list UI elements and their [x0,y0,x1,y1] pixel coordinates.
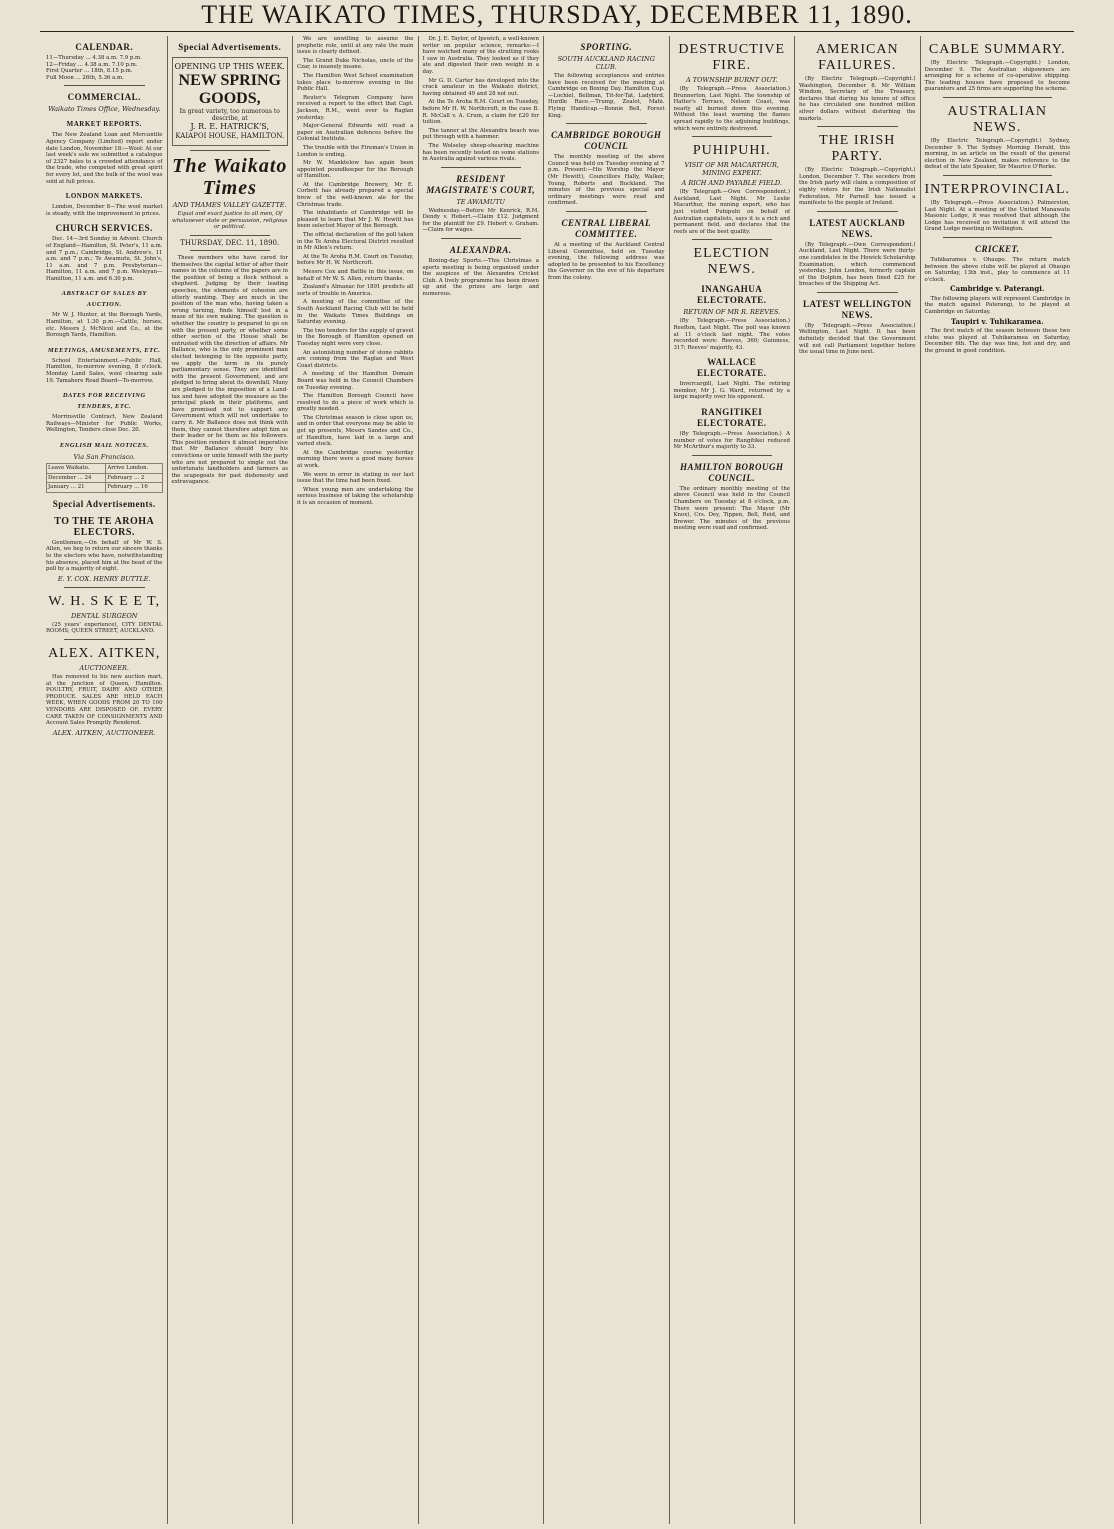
aitken-heading: ALEX. AITKEN, [48,645,161,661]
calendar-row: 11—Thursday ... 4.38 a.m. 7.9 p.m. [46,55,142,61]
cricket-text: Tuhikaramea v. Ohaupo. The return match between the above clubs will be played at Ohaupo on Saturday, 13th inst., play to commence at 11 o'clock. [924,256,1070,283]
mail-table [46,463,163,493]
american-text: (By Electric Telegraph.—Copyright.) Washington, December 8. Mr William Windom, Secretary of the Treasury, declares that during his tenure of office he has circulated one hundred million silver dollars without disturbing the markets. [799,76,916,122]
commercial-text: The New Zealand Loan and Mercantile Agency Company (Limited) report under date London, November 18:—Wool: At our last week's sale we submitted a catalogue of 2327 bales to a crowded attendance of the trade, who competed with great spirit for every lot, and the bulk of the wool was sold at full prices. [46,132,163,185]
table-row [47,464,163,474]
taupiri-match-heading: Taupiri v. Tuhikaramea. [950,316,1044,326]
table-cell: Leave Waikato. [47,464,106,474]
election-heading: ELECTION NEWS. [693,246,770,278]
inangahua-text: (By Telegraph.—Press Association.) Reefton, Last Night. The poll was known at 11 o'clock last night. The votes recorded were: Reeves, 360; Guinness, 317; Reeves' majority, 43. [673,318,790,351]
separator [64,639,145,640]
meetings-text: School Entertainment.—Public Hall, Hamilton, to-morrow evening, 8 o'clock. Monday Land Sales, wool clearing sale 19. Tamahere Road Board—To-morrow. [46,357,163,384]
calendar-row: Full Moon ... 26th, 5.36 a.m. [46,74,124,81]
table-cell: February ... 16 [106,483,162,493]
market-heading: MARKET REPORTS. [66,120,142,129]
news-item: Mr G. D. Carter has developed into the crack amateur in the Waikato district, having obtained 49 and 28 not out. [422,77,539,97]
column-5 [543,36,669,1524]
inangahua-heading: INANGAHUA ELECTORATE. [697,284,767,306]
news-item: We are unwilling to assume the prophetic role, until at any rate the main issue is clearly defined. [297,36,414,56]
table-row [47,473,163,483]
separator [692,455,773,456]
news-item: Zealand's Almanac for 1891 predicts all sorts of trouble in America. [297,284,414,297]
table-row [47,483,163,493]
racing-text: The following acceptances and entries have been received for the meeting at Cambridge on Boxing Day. Hamilton Cup.—Lochiel, Bellman, Tit-for-Tat, Ladybird. Hurdle Race.—Trump, Zealot, Mahi. Flying Handicap.—Bonnie Bell, Forest King. [548,73,665,119]
separator [190,235,271,236]
news-item: At the Cambridge course yesterday morning there were a good many horses at work. [297,449,414,470]
spring-goods-ad [172,57,289,146]
central-liberal-heading: CENTRAL LIBERAL COMMITTEE. [561,217,651,239]
masthead: THE WAIKATO TIMES, THURSDAY, DECEMBER 11, 1890. [201,0,913,29]
cambridge-council-heading: CAMBRIDGE BOROUGH COUNCIL [551,130,662,152]
rangitikei-heading: RANGITIKEI ELECTORATE. [697,407,767,429]
table-cell: December ... 24 [47,473,106,483]
table-cell: Arrive London. [106,464,162,474]
irish-heading: THE IRISH PARTY. [819,133,896,165]
calendar-row: 12—Friday ... 4.38 a.m. 7.10 p.m. [46,61,138,68]
table-cell: February ... 2 [106,473,162,483]
electors-signature: E. Y. COX. HENRY BUTTLE. [57,574,151,583]
london-text: London, December 8—The wool market is steady, with the improvement in prices. [46,204,163,217]
cambridge-council-text: The monthly meeting of the above Council was held on Tuesday evening at 7 p.m. Present:—His Worship the Mayor (Mr Hewitt), Councillors Hally, Walker, Young, Roberts and Buckland. The minutes of the previous special and ordinary meetings were read and confirmed. [548,154,665,207]
abstract-heading: ABSTRACT OF SALES BY AUCTION. [61,290,147,309]
separator [817,211,898,212]
news-item: A meeting of the Hamilton Domain Board was held in the Council Chambers on Tuesday evening. [297,371,414,391]
cable-text: (By Electric Telegraph.—Copyright.) London, December 9. The Australian shipowners are arranging for a scheme of co-operative shipping. The leading houses have proposed to become guarantors and 25 firms are supporting the scheme. [924,60,1070,93]
column-6 [669,36,795,1524]
fire-heading: DESTRUCTIVE FIRE. [678,42,786,73]
special-heading: Special Advertisements. [178,42,282,52]
news-item: The Grand Duke Nicholas, uncle of the Czar, is insanely insane. [297,57,414,71]
alexandra-heading: ALEXANDRA. [449,245,512,256]
separator [943,237,1053,238]
calendar-heading: CALENDAR. [75,42,134,52]
news-item: When young men are undertaking the serious business of taking the scholarship it is an occasion of moment. [297,486,414,506]
dentist-subheading: DENTAL SURGEON [71,611,138,620]
meetings-heading: MEETINGS, AMUSEMENTS, ETC. [47,346,161,354]
latest-auckland-heading: LATEST AUCKLAND NEWS. [809,217,906,239]
separator [817,292,898,293]
church-text: Dec. 14—3rd Sunday in Advent. Church of England—Hamilton, St. Peter's, 11 a.m. and 7 p.m.; Cambridge, St. Andrew's, 11 a.m. and 7 p.m.; Te Awamutu, St. John's, 11 a.m. and 7 p.m. Presbyterian—Hamilton, 11 a.m. and 7 p.m. Wesleyan—Hamilton, 11 a.m. and 6.30 p.m. [46,236,163,282]
commercial-subheading: Waikato Times Office, Wednesday. [48,105,161,114]
latest-auckland-text: (By Telegraph.—Own Correspondent.) Auckland, Last Night. There were thirty-one candidates in the Howick Scholarship Examination, which commenced yesterday. John London, formerly captain of the Dolphin, has been fined £25 for breaches of the Shipping Act. [799,241,916,288]
news-item: Major-General Edwards will read a paper on Australian defences before the Colonial Institute. [297,123,414,143]
puhipuhi-subheading-2: A RICH AND PAYABLE FIELD. [681,179,782,188]
fire-subheading: A TOWNSHIP BURNT OUT. [686,76,778,84]
news-item: Mr W. Manktelow has again been appointed poundkeeper for the Borough of Hamilton. [297,160,414,180]
column-4 [418,36,544,1524]
wallace-text: Invercargill, Last Night. The retiring member, Mr J. G. Ward, returned by a large majority over his opponent. [673,381,790,401]
interprovincial-heading: INTERPROVINCIAL. [924,181,1070,197]
news-item: At the Te Aroha R.M. Court on Tuesday, before Mr H. W. Northcroft, in the case B. R. McCall v. A. Crum, a claim for £20 for tuition. [422,99,539,126]
separator [441,238,522,239]
mail-heading: ENGLISH MAIL NOTICES. [59,442,149,449]
mail-text: Via San Francisco. [73,453,135,461]
news-item: At the Cambridge Brewery, Mr E. Corbett has already prepared a special brew of the well-known ale for the Christmas trade. [297,181,414,208]
irish-text: (By Electric Telegraph.—Copyright.) London, December 7. The seceders from the Irish party will claim a composition of eighty voters for the Irish Nationalist Federation. Mr Parnell has issued a manifesto to the people of Ireland. [799,167,916,207]
interprovincial-text: (By Telegraph.—Press Association.) Palmerston, Last Night. At a meeting of the United Manawatu Masonic Lodge, it was resolved that although the Lodge has received no invitation it will attend the Grand Lodge meeting in Wellington. [924,199,1070,233]
church-heading: CHURCH SERVICES. [55,223,153,234]
racing-heading: SOUTH AUCKLAND RACING CLUB. [557,55,655,71]
american-heading: AMERICAN FAILURES. [815,42,899,73]
calendar-row: First Quarter ... 18th, 8.15 p.m. [46,68,133,75]
puhipuhi-heading: PUHIPUHI. [692,143,771,159]
dates-heading: DATES FOR RECEIVING TENDERS, ETC. [62,392,146,411]
australian-text: (By Electric Telegraph.—Copyright.) Sydney, December 9. The Sydney Morning Herald, this morning, in an article on the result of the general election in New Zealand, makes reference to the defeat of the late Speaker, Sir Maurice O'Rorke. [924,137,1070,171]
inangahua-subheading: RETURN OF MR R. REEVES. [683,308,781,317]
hatrick-text: J. R. E. HATRICK'S, [190,122,270,131]
separator [441,167,522,168]
news-item: The official declaration of the poll taken in the Te Aroha Electoral District resulted in Mr Allen's return. [297,232,414,252]
kaiapoi-text: KAIAPOI HOUSE, HAMILTON. [175,132,285,140]
fire-text: (By Telegraph.—Press Association.) Brunnerton, Last Night. The township of Hatter's Terrace, Nelson Coast, was nearly all burned down this evening. Without the least warning the flames spread rapidly to the adjoining buildings, which were entirely destroyed. [673,86,790,132]
separator [566,123,647,124]
puhipuhi-subheading: VISIT OF MR MACARTHUR, MINING EXPERT. [684,161,779,178]
paper-subtitle: AND THAMES VALLEY GAZETTE. [172,201,287,209]
paper-title-logo: The Waikato Times [172,155,288,199]
news-item: The Christmas season is close upon us, and in order that everyone may be able to get up presents, Messrs Sandes and Co., of Hamilton, have laid in a large and varied stock. [297,414,414,448]
issue-date: THURSDAY, DEC. 11, 1890. [180,238,280,247]
separator [692,239,773,240]
sporting-heading: SPORTING. [580,42,633,52]
special-heading: Special Advertisements. [52,498,156,509]
news-item: The Wolseley sheep-shearing machine has been recently tested on some stations in Australia against various rivals. [422,142,539,163]
cable-heading: CABLE SUMMARY. [928,42,1066,57]
news-item: At the Te Aroha R.M. Court on Tuesday, before Mr H. W. Northcroft. [297,253,414,267]
column-7 [794,36,920,1524]
aitken-text: Has removed to his new auction mart, at the junction of Queen, Hamilton. POULTRY, FRUIT, DAIRY AND OTHER PRODUCE. SALES ARE HELD EACH WEEK, WHEN GOODS FROM 20 TO 100 VENDORS ARE DISPOSED OF. EVERY CARE TAKEN OF CONSIGNMENTS AND Account Sales Promptly Rendered. [46,673,163,727]
news-item: Messrs Cox and Battle in this issue, on behalf of Mr W. S. Allen, return thanks. [297,269,414,282]
cambridge-match-heading: Cambridge v. Paterangi. [950,284,1045,294]
separator [566,211,647,212]
news-item: A meeting of the committee of the South Auckland Racing Club will be held in the Waikato Times Buildings on Saturday evening. [297,299,414,326]
electors-text: Gentlemen,—On behalf of Mr W. S. Allen, we beg to return our sincere thanks to the electors who have, notwithstanding his absence, placed him at the head of the poll by a majority of eight. [46,539,163,573]
abstract-text: Mr W. J. Hunter, at the Borough Yards, Hamilton, at 1.30 p.m.—Cattle, horses, etc. Messrs J. McNicol and Co., at the Borough Yards, Hamilton. [46,312,163,339]
separator [943,175,1053,176]
alexandra-text: Boxing-day Sports.—This Christmas a sports meeting is being organised under the auspices of the Alexandra Cricket Club. A lively programme has been drawn up and the prizes are large and numerous. [422,258,539,298]
dates-text: Morrinsville Contract, New Zealand Railways—Minister for Public Works, Wellington, Tenders close Dec. 20. [46,414,163,434]
resident-court-heading: RESIDENT MAGISTRATE'S COURT, [426,173,536,195]
aitken-signature: ALEX. AITKEN, AUCTIONEER. [52,728,156,737]
new-goods-subtext: In great variety, too numerous to describe, at [179,108,280,122]
column-3 [292,36,418,1524]
separator [64,85,145,86]
separator [692,136,773,137]
masthead-rule [40,31,1074,32]
news-item: The tanner at the Alexandra beach was put through with a hammer. [422,127,539,141]
separator [943,97,1053,98]
australian-heading: AUSTRALIAN NEWS. [947,103,1047,135]
resident-court-subheading: TE AWAMUTU [456,197,506,206]
columns [42,36,1074,1524]
news-item: The Hamilton Borough Council have resolved to do a piece of work which is greatly needed. [297,393,414,413]
puhipuhi-text: (By Telegraph.—Own Correspondent.) Auckland, Last Night. Mr Leslie Macarthur, the mining expert, who has just visited Puhipuhi on behalf of Australian capitalists, says it is a rich and permanent field, and declares that the reefs are of the best quality. [673,189,790,235]
resident-court-text: Wednesday.—Before Mr Kenrick, R.M. Dendy v. Hebert.—Claim £12. Judgment for the plaintiff for £9. Hebert v. Graham.—Claim for wages. [422,207,539,234]
editorial-text: These members who have cared for themselves the capital letter of after their names in the columns of the papers are in the position of being a flock without a shepherd. Judging by their leading speeches, the elements of cohesion are utterly wanting. They are much in the position of the man who, having taken a wrong turning, finds himself lost in a maze of his own making. The question is whether the country is prepared to go on with the present party, or whether some other section of the House shall be entrusted with the direction of affairs. Mr Ballance, who is the only prominent man elected belonging to the opposite party, we apply the term in its purely parliamentary sense. They are identified with the present Government, and are pledged to bring about its downfall. Many are pledged to the imposition of a Land-tax and have adopted the measure as the principal plank in their platforms, and have promised not to support any Government which will not undertake to carry it. Mr Ballance does not think with them, they cannot therefore adopt him as their leader or he them as his followers. This position renders it almost imperative that Mr Ballance should bury his convictions or unite himself with the party who are not prepared to single out the unfortunate landholders and farmers as the scapegoats for past dishonesty and extravagance. [171,255,288,486]
cricket-heading: CRICKET. [975,243,1020,254]
aitken-subheading: AUCTIONEER. [79,663,129,672]
wallace-heading: WALLACE ELECTORATE. [697,357,767,379]
hamilton-council-heading: HAMILTON BOROUGH COUNCIL. [680,461,784,483]
news-item: An astonishing number of stone rabbits are coming from the Raglan and West Coast districts. [297,349,414,369]
separator [190,250,271,251]
latest-wellington-heading: LATEST WELLINGTON NEWS. [802,298,912,320]
news-item: The trouble with the Fireman's Union in London is ending. [297,144,414,158]
paper-motto: Equal and exact justice to all men, Of whatsoever state or persuasion, religious or political. [172,211,288,230]
latest-wellington-text: (By Telegraph.—Press Association.) Wellington, Last Night. It has been definitely decided that the Government will not call Parliament together before the usual time in June next. [799,322,916,356]
news-item: The inhabitants of Cambridge will be pleased to learn that Mr J. W. Hewitt has been selected Mayor of the Borough. [297,210,414,230]
dentist-text: (25 years' experience), CITY DENTAL ROOMS, QUEEN STREET, AUCKLAND. [46,621,163,635]
column-1 [42,36,167,1524]
column-8 [920,36,1075,1524]
taupiri-match-text: The first match of the season between these two clubs was played at Tuhikaramea on Saturday, December 6th. The day was fine, hot and dry, and the ground in good condition. [924,328,1070,355]
new-goods-title: NEW SPRING GOODS, [178,72,281,107]
hamilton-council-text: The ordinary monthly meeting of the above Council was held in the Council Chambers on Tuesday at 8 o'clock, p.m. There were present: The Mayor (Mr Knox), Crs. Dey, Tippen, Bell, Reid, and Brewer. The minutes of the previous meeting were read and confirmed. [673,485,790,532]
electors-heading: TO THE TE AROHA ELECTORS. [54,515,155,538]
news-item: The two tenders for the supply of gravel in the Borough of Hamilton opened on Tuesday night were very close. [297,327,414,347]
news-item: Dr. J. E. Taylor, of Ipswich, a well-known writer on popular science, remarks:—I have watched many of the strutting rooks I saw in Australia. They looked as if they ate and digested their own weight in a day. [422,36,539,75]
central-liberal-text: At a meeting of the Auckland Central Liberal Committee, held on Tuesday evening, the following address was adopted to be presented to his Excellency the Governor on the eve of his departure from the colony. [548,241,665,281]
commercial-heading: COMMERCIAL. [67,92,141,103]
column-2 [167,36,293,1524]
separator [817,126,898,127]
separator [190,150,271,151]
table-cell: January ... 21 [47,483,106,493]
dentist-heading: W. H. S K E E T, [48,593,161,609]
separator [64,587,145,588]
news-item: We were in error in stating in our last issue that the time had been fixed. [297,471,414,485]
news-item: Reuter's Telegram Company have received a report to the effect that Capt. Jackson, R.M., went over to Raglan yesterday. [297,94,414,121]
cambridge-match-text: The following players will represent Cambridge in the match against Paterangi, to be played at Cambridge on Saturday. [924,295,1070,316]
london-heading: LONDON MARKETS. [65,192,143,201]
opening-text: OPENING UP THIS WEEK. [174,62,285,71]
news-item: The Hamilton West School examination takes place to-morrow evening in the Public Hall. [297,72,414,93]
rangitikei-text: (By Telegraph.—Press Association.) A number of votes for Rangitikei reduced Mr McArthur's majority to 33. [673,431,790,451]
